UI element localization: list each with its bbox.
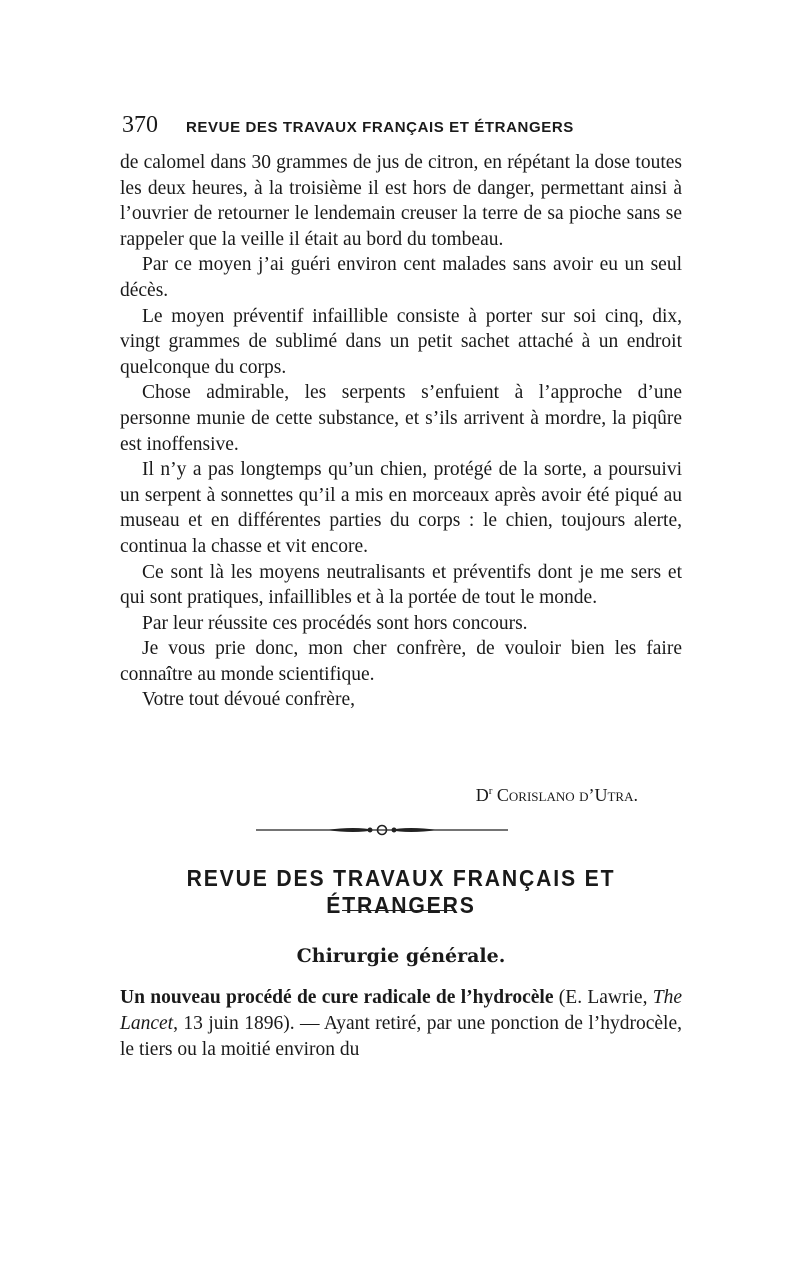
article-lead: Un nouveau procédé de cure radicale de l’hydrocèle bbox=[120, 987, 554, 1008]
article-text: , 13 juin 1896). — Ayant retiré, par une ponction de l’hydrocèle, le tiers ou la moitié environ du bbox=[120, 1013, 682, 1060]
paragraph: Par ce moyen j’ai guéri environ cent malades sans avoir eu un seul décès. bbox=[120, 254, 682, 301]
paragraph: Je vous prie donc, mon cher confrère, de vouloir bien les faire connaître au monde scientifique. bbox=[120, 638, 682, 685]
paragraph: Par leur réussite ces procédés sont hors concours. bbox=[142, 612, 528, 634]
paragraph: Il n’y a pas longtemps qu’un chien, protégé de la sorte, a poursuivi un serpent à sonnettes qu’il a mis en morceaux après avoir été piqué au museau et en différentes parties du corps : le chien, toujours alerte, continua la chasse et vit encore. bbox=[120, 459, 682, 557]
subsection-title: Chirurgie générale. bbox=[296, 945, 506, 967]
page-header bbox=[122, 112, 682, 139]
paragraph: Chose admirable, les serpents s’enfuient à l’approche d’une personne munie de cette substance, et s’ils arrivent à mordre, la piqûre est inoffensive. bbox=[120, 382, 682, 455]
section-title: REVUE DES TRAVAUX FRANÇAIS ET ÉTRANGERS bbox=[186, 865, 616, 918]
paragraph: Ce sont là les moyens neutralisants et préventifs dont je me sers et qui sont pratiques, infaillibles et à la portée de tout le monde. bbox=[120, 561, 682, 609]
section-rule bbox=[342, 910, 454, 911]
running-head: REVUE DES TRAVAUX FRANÇAIS ET ÉTRANGERS bbox=[186, 119, 574, 136]
paragraph: Votre tout dévoué confrère, bbox=[142, 689, 355, 711]
letter-body bbox=[120, 150, 682, 713]
page-number: 370 bbox=[122, 112, 158, 138]
article-paragraph bbox=[120, 985, 682, 1063]
signature bbox=[120, 785, 638, 806]
paragraph: de calomel dans 30 grammes de jus de citron, en répétant la dose toutes les deux heures, à la troisième il est hors de danger, permettant ainsi à l’ouvrier de retourner le lendemain creuser la terre de sa pioche sans se rappeler que la veille il était au bord du tombeau. bbox=[120, 152, 682, 250]
signature-name: Corislano d’Utra. bbox=[496, 785, 638, 805]
article-citation-open: (E. Lawrie, bbox=[553, 987, 653, 1008]
paragraph: Le moyen préventif infaillible consiste à porter sur soi cinq, dix, vingt grammes de sublimé dans un petit sachet attaché à un endroit quelconque du corps. bbox=[120, 305, 682, 378]
signature-title: $D^r$ bbox=[475, 785, 493, 805]
ornament-divider-icon bbox=[256, 820, 508, 838]
journal-title: The Lancet bbox=[120, 987, 682, 1034]
